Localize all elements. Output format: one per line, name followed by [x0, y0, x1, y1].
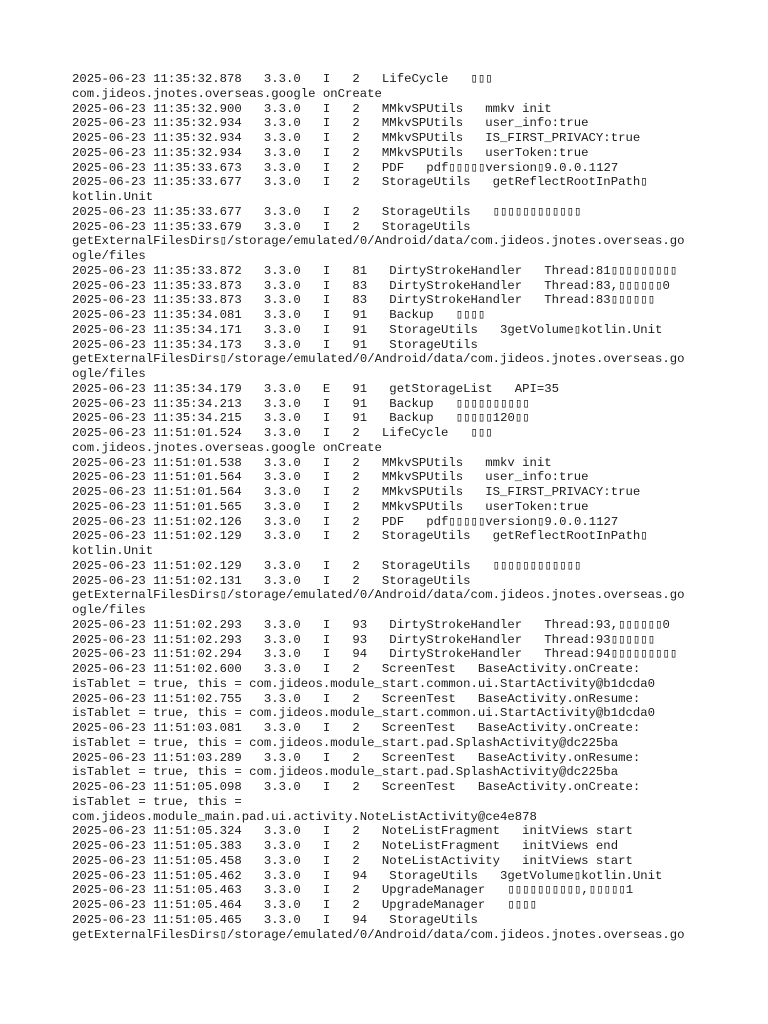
- log-line: 2025-06-23 11:51:05.464 3.3.0 I 2 UpgradeManager ▯▯▯▯: [72, 898, 537, 912]
- log-line: 2025-06-23 11:51:05.465 3.3.0 I 94 StorageUtils: [72, 912, 478, 927]
- log-line: 2025-06-23 11:35:34.081 3.3.0 I 91 Backup ▯▯▯▯: [72, 308, 486, 322]
- log-line: 2025-06-23 11:35:33.673 3.3.0 I 2 PDF pdf▯▯▯▯▯version▯9.0.0.1127: [72, 160, 619, 175]
- log-line: isTablet = true, this = com.jideos.module_start.common.ui.StartActivity@b1dcda0: [72, 676, 655, 691]
- log-line: isTablet = true, this = com.jideos.module_start.pad.SplashActivity@dc225ba: [72, 765, 619, 780]
- log-line: kotlin.Unit: [72, 190, 154, 204]
- log-line: 2025-06-23 11:35:34.215 3.3.0 I 91 Backup ▯▯▯▯▯120▯▯: [72, 411, 530, 426]
- log-line: 2025-06-23 11:35:34.173 3.3.0 I 91 StorageUtils: [72, 337, 478, 352]
- log-line: 2025-06-23 11:51:02.129 3.3.0 I 2 StorageUtils ▯▯▯▯▯▯▯▯▯▯▯▯: [72, 558, 582, 573]
- log-line: isTablet = true, this = com.jideos.module_start.pad.SplashActivity@dc225ba: [72, 735, 619, 750]
- log-line: getExternalFilesDirs▯/storage/emulated/0/Android/data/com.jideos.jnotes.overseas.go: [72, 234, 685, 249]
- log-line: 2025-06-23 11:35:34.179 3.3.0 E 91 getStorageList API=35: [72, 381, 560, 396]
- log-line: 2025-06-23 11:51:01.564 3.3.0 I 2 MMkvSPUtils IS_FIRST_PRIVACY:true: [72, 485, 641, 499]
- log-line: 2025-06-23 11:51:05.324 3.3.0 I 2 NoteListFragment initViews start: [72, 824, 633, 839]
- log-line: getExternalFilesDirs▯/storage/emulated/0/Android/data/com.jideos.jnotes.overseas.go: [72, 588, 685, 603]
- log-line: 2025-06-23 11:51:05.383 3.3.0 I 2 NoteListFragment initViews end: [72, 839, 619, 853]
- log-line: 2025-06-23 11:51:05.458 3.3.0 I 2 NoteListActivity initViews start: [72, 853, 633, 868]
- log-line: isTablet = true, this = com.jideos.module_start.common.ui.StartActivity@b1dcda0: [72, 706, 655, 721]
- log-line: com.jideos.module_main.pad.ui.activity.NoteListActivity@ce4e878: [72, 809, 537, 824]
- log-line: 2025-06-23 11:35:33.677 3.3.0 I 2 StorageUtils ▯▯▯▯▯▯▯▯▯▯▯▯: [72, 204, 582, 219]
- log-line: com.jideos.jnotes.overseas.google onCreate: [72, 86, 382, 101]
- log-document: [72, 72, 712, 942]
- log-line: 2025-06-23 11:35:33.873 3.3.0 I 83 DirtyStrokeHandler Thread:83,▯▯▯▯▯▯0: [72, 278, 670, 293]
- log-line: 2025-06-23 11:35:33.873 3.3.0 I 83 DirtyStrokeHandler Thread:83▯▯▯▯▯▯: [72, 293, 656, 308]
- log-line: 2025-06-23 11:51:02.131 3.3.0 I 2 StorageUtils: [72, 573, 471, 588]
- log-line: 2025-06-23 11:51:02.755 3.3.0 I 2 ScreenTest BaseActivity.onResume:: [72, 691, 641, 706]
- log-line: 2025-06-23 11:51:02.293 3.3.0 I 93 DirtyStrokeHandler Thread:93▯▯▯▯▯▯: [72, 632, 656, 647]
- log-line: 2025-06-23 11:51:01.538 3.3.0 I 2 MMkvSPUtils mmkv init: [72, 455, 552, 470]
- log-line: 2025-06-23 11:35:32.900 3.3.0 I 2 MMkvSPUtils mmkv init: [72, 101, 552, 116]
- log-line: com.jideos.jnotes.overseas.google onCreate: [72, 440, 382, 455]
- log-line: ogle/files: [72, 367, 146, 381]
- log-line: 2025-06-23 11:51:02.129 3.3.0 I 2 StorageUtils getReflectRootInPath▯: [72, 529, 648, 544]
- log-line: 2025-06-23 11:51:01.565 3.3.0 I 2 MMkvSPUtils userToken:true: [72, 499, 589, 514]
- log-line: 2025-06-23 11:51:05.463 3.3.0 I 2 UpgradeManager ▯▯▯▯▯▯▯▯▯▯,▯▯▯▯▯1: [72, 883, 634, 898]
- log-line: isTablet = true, this =: [72, 794, 242, 809]
- log-line: 2025-06-23 11:51:05.462 3.3.0 I 94 StorageUtils 3getVolume▯kotlin.Unit: [72, 868, 663, 883]
- log-line: 2025-06-23 11:51:01.524 3.3.0 I 2 LifeCycle ▯▯▯: [72, 426, 493, 440]
- log-line: 2025-06-23 11:35:33.872 3.3.0 I 81 DirtyStrokeHandler Thread:81▯▯▯▯▯▯▯▯▯: [72, 263, 678, 278]
- log-line: 2025-06-23 11:51:02.600 3.3.0 I 2 ScreenTest BaseActivity.onCreate:: [72, 662, 641, 676]
- log-line: 2025-06-23 11:51:02.293 3.3.0 I 93 DirtyStrokeHandler Thread:93,▯▯▯▯▯▯0: [72, 617, 670, 632]
- log-line: 2025-06-23 11:35:32.934 3.3.0 I 2 MMkvSPUtils userToken:true: [72, 145, 589, 160]
- log-line: 2025-06-23 11:35:34.213 3.3.0 I 91 Backup ▯▯▯▯▯▯▯▯▯▯: [72, 396, 530, 411]
- log-line: 2025-06-23 11:51:03.081 3.3.0 I 2 ScreenTest BaseActivity.onCreate:: [72, 721, 641, 735]
- log-line: 2025-06-23 11:35:34.171 3.3.0 I 91 StorageUtils 3getVolume▯kotlin.Unit: [72, 322, 663, 337]
- log-line: 2025-06-23 11:51:02.126 3.3.0 I 2 PDF pdf▯▯▯▯▯version▯9.0.0.1127: [72, 514, 619, 529]
- log-line: 2025-06-23 11:35:32.934 3.3.0 I 2 MMkvSPUtils IS_FIRST_PRIVACY:true: [72, 131, 641, 145]
- log-line: ogle/files: [72, 249, 146, 263]
- log-line: 2025-06-23 11:51:01.564 3.3.0 I 2 MMkvSPUtils user_info:true: [72, 470, 589, 485]
- log-line: 2025-06-23 11:35:33.677 3.3.0 I 2 StorageUtils getReflectRootInPath▯: [72, 175, 648, 190]
- log-line: ogle/files: [72, 603, 146, 617]
- log-line: 2025-06-23 11:51:05.098 3.3.0 I 2 ScreenTest BaseActivity.onCreate:: [72, 780, 641, 794]
- log-line: getExternalFilesDirs▯/storage/emulated/0/Android/data/com.jideos.jnotes.overseas.go: [72, 927, 685, 942]
- log-line: 2025-06-23 11:35:33.679 3.3.0 I 2 StorageUtils: [72, 219, 471, 234]
- log-line: getExternalFilesDirs▯/storage/emulated/0/Android/data/com.jideos.jnotes.overseas.go: [72, 352, 685, 367]
- log-line: kotlin.Unit: [72, 544, 154, 558]
- log-line: 2025-06-23 11:51:03.289 3.3.0 I 2 ScreenTest BaseActivity.onResume:: [72, 750, 641, 765]
- log-line: 2025-06-23 11:35:32.934 3.3.0 I 2 MMkvSPUtils user_info:true: [72, 116, 589, 131]
- log-line: 2025-06-23 11:51:02.294 3.3.0 I 94 DirtyStrokeHandler Thread:94▯▯▯▯▯▯▯▯▯: [72, 647, 678, 662]
- log-line: 2025-06-23 11:35:32.878 3.3.0 I 2 LifeCycle ▯▯▯: [72, 72, 493, 86]
